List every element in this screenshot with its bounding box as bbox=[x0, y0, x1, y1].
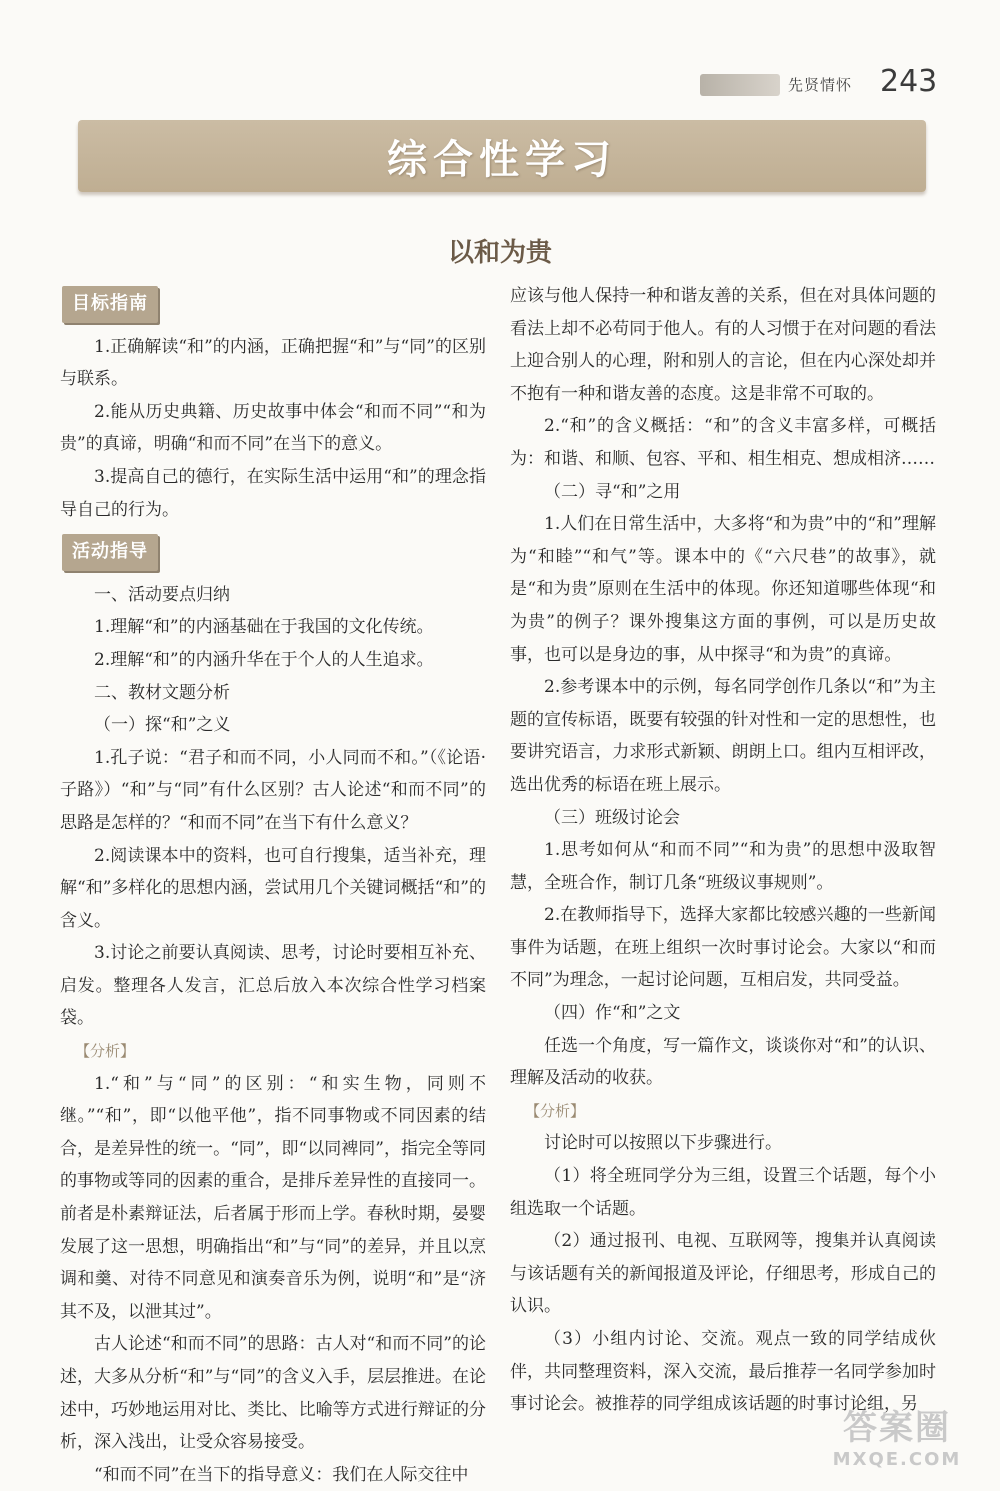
goal-item: 1.正确解读“和”的内涵，正确把握“和”与“同”的区别与联系。 bbox=[60, 336, 486, 390]
paragraph: （1）将全班同学分为三组，设置三个话题，每个小组选取一个话题。 bbox=[510, 1166, 936, 1219]
analysis-label: 【分析】 bbox=[525, 1101, 586, 1120]
list-item: 3.讨论之前要认真阅读、思考，讨论时要相互补充、启发。整理各人发言，汇总后放入本次综合性学习档案袋。 bbox=[60, 943, 486, 1029]
section-heading: 二、教材文题分析 bbox=[94, 682, 230, 703]
list-item: 2.阅读课本中的资料，也可自行搜集，适当补充，理解“和”多样化的思想内涵，尝试用几个关键词概括“和”的含义。 bbox=[60, 845, 486, 931]
paragraph: 应该与他人保持一种和谐友善的关系，但在对具体问题的看法上却不必苟同于他人。有的人习惯于在对问题的看法上迎合别人的心理，附和别人的言论，但在内心深处却并不抱有一种和谐友善的态度。这是非常不可取的。 bbox=[510, 286, 936, 404]
paragraph: 2.在教师指导下，选择大家都比较感兴趣的一些新闻事件为话题，在班上组织一次时事讨论会。大家以“和而不同”为理念，一起讨论问题，互相启发，共同受益。 bbox=[510, 905, 936, 991]
left-column bbox=[60, 278, 486, 1491]
paragraph: 1.思考如何从“和而不同”“和为贵”的思想中汲取智慧，全班合作，制订几条“班级议事规则”。 bbox=[510, 840, 936, 893]
section-label: 先贤情怀 bbox=[788, 76, 853, 94]
list-item: 1.孔子说：“君子和而不同，小人同而不和。”（《论语·子路》）“和”与“同”有什么区别？古人论述“和而不同”的思路是怎样的？“和而不同”在当下有什么意义？ bbox=[60, 747, 486, 833]
site-watermark bbox=[812, 1400, 982, 1470]
subsection-heading: （二）寻“和”之用 bbox=[544, 481, 681, 502]
list-item: 1.理解“和”的内涵基础在于我国的文化传统。 bbox=[94, 617, 434, 638]
paragraph: 1.人们在日常生活中，大多将“和为贵”中的“和”理解为“和睦”“和气”等。课本中的《“六尺巷”的故事》，就是“和为贵”原则在生活中的体现。你还知道哪些体现“和为贵”的例子？课外搜集这方面的事例，可以是历史故事，也可以是身边的事，从中探寻“和为贵”的真谛。 bbox=[510, 514, 936, 665]
page-number: 243 bbox=[880, 64, 938, 99]
paragraph: （3）小组内讨论、交流。观点一致的同学结成伙伴，共同整理资料，深入交流，最后推荐一名同学参加时事讨论会。被推荐的同学组成该话题的时事讨论组，另 bbox=[510, 1329, 936, 1415]
paragraph: 2.参考课本中的示例，每名同学创作几条以“和”为主题的宣传标语，既要有较强的针对性和一定的思想性，也要讲究语言，力求形式新颖、朗朗上口。组内互相评改，选出优秀的标语在班上展示。 bbox=[510, 677, 936, 795]
right-column bbox=[510, 280, 936, 1421]
lesson-title: 以和为贵 bbox=[447, 238, 552, 268]
subsection-heading: （四）作“和”之文 bbox=[544, 1003, 681, 1024]
list-item: 2.理解“和”的内涵升华在于个人的人生追求。 bbox=[94, 649, 434, 670]
goal-item: 2.能从历史典籍、历史故事中体会“和而不同”“和为贵”的真谛，明确“和而不同”在当下的意义。 bbox=[60, 401, 486, 455]
goals-tag: 目标指南 bbox=[62, 286, 158, 323]
activity-tag: 活动指导 bbox=[62, 534, 158, 571]
goal-item: 3.提高自己的德行，在实际生活中运用“和”的理念指导自己的行为。 bbox=[60, 466, 486, 520]
section-heading: 一、活动要点归纳 bbox=[94, 584, 230, 605]
subsection-heading: （一）探“和”之义 bbox=[94, 715, 231, 736]
watermark-url: MXQE.COM bbox=[832, 1449, 962, 1470]
header-tab-decoration bbox=[700, 74, 780, 96]
paragraph: 任选一个角度，写一篇作文，谈谈你对“和”的认识、理解及活动的收获。 bbox=[510, 1035, 936, 1089]
paragraph: 2.“和”的含义概括：“和”的含义丰富多样，可概括为：和谐、和顺、包容、平和、相生相克、想成相济…… bbox=[510, 416, 936, 469]
chapter-banner bbox=[78, 120, 926, 192]
subsection-heading: （三）班级讨论会 bbox=[544, 807, 680, 828]
analysis-paragraph: 1.“和”与“同”的区别：“和实生物，同则不继。”“和”，即“以他平他”，指不同事物或不同因素的结合，是差异性的统一。“同”，即“以同裨同”，指完全等同的事物或等同的因素的重合，是排斥差异性的直接同一。前者是朴素辩证法，后者属于形而上学。春秋时期，晏婴发展了这一思想，明确指出“和”与“同”的差异，并且以烹调和羹、对待不同意见和演奏音乐为例，说明“和”是“济其不及，以泄其过”。 bbox=[60, 1073, 486, 1322]
paragraph: 讨论时可以按照以下步骤进行。 bbox=[544, 1133, 782, 1154]
analysis-paragraph: 古人论述“和而不同”的思路：古人对“和而不同”的论述，大多从分析“和”与“同”的含义入手，层层推进。在论述中，巧妙地运用对比、类比、比喻等方式进行辩证的分析，深入浅出，让受众容易接受。 bbox=[60, 1334, 486, 1453]
chapter-title: 综合性学习 bbox=[387, 136, 617, 183]
paragraph: （2）通过报刊、电视、互联网等，搜集并认真阅读与该话题有关的新闻报道及评论，仔细思考，形成自己的认识。 bbox=[510, 1231, 936, 1317]
analysis-paragraph: “和而不同”在当下的指导意义：我们在人际交往中 bbox=[94, 1464, 469, 1485]
watermark-main: 答案圈 bbox=[843, 1408, 951, 1448]
analysis-label: 【分析】 bbox=[75, 1042, 136, 1061]
